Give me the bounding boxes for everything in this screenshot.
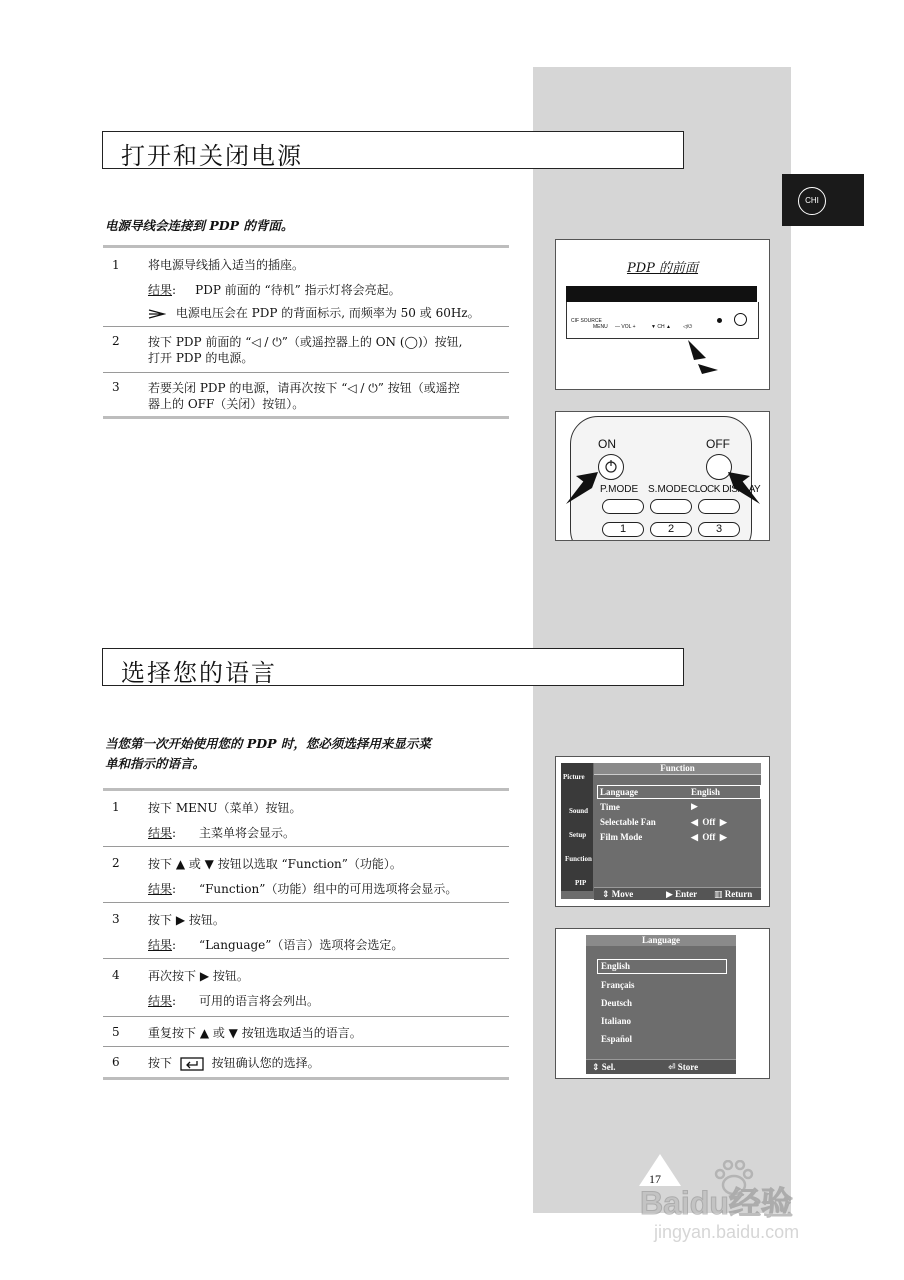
step-result: 结果: 可用的语言将会列出。 <box>148 994 319 1008</box>
osd-row-value: ◀ Off ▶ <box>691 817 727 827</box>
step-number: 2 <box>112 334 120 348</box>
source-label: CIF SOURCE <box>571 318 602 324</box>
divider <box>103 902 509 903</box>
language-option: Deutsch <box>601 998 632 1008</box>
step-text: 按下 ▶ 按钮。 <box>148 913 225 927</box>
osd-row-value: ▶ <box>691 802 698 812</box>
osd-sidebar-item: Sound <box>569 807 589 815</box>
osd-title: Language <box>586 935 736 946</box>
watermark <box>640 1160 850 1250</box>
step-number: 2 <box>112 856 120 870</box>
pdp-control-strip <box>566 302 759 339</box>
function-menu-illustration <box>555 756 770 907</box>
osd-footer: ⇕ Sel. ⏎ Store <box>586 1059 736 1074</box>
select-icon: ⇕ <box>592 1063 600 1073</box>
smode-label: S.MODE <box>648 484 688 495</box>
pdp-front-illustration <box>555 239 770 390</box>
osd-row-label: Time <box>600 802 620 812</box>
enter-arrow-icon: ▶ <box>666 890 673 900</box>
section-title-box <box>102 131 684 169</box>
pdp-screen-bezel <box>566 286 757 302</box>
language-option: Français <box>601 980 635 990</box>
power-button <box>734 313 747 326</box>
step-result: 结果: “Language”（语言）选项将会选定。 <box>148 938 404 952</box>
num-button: 1 <box>602 522 644 537</box>
step-number: 4 <box>112 968 120 982</box>
move-icon: ⇕ <box>602 890 610 900</box>
standby-led <box>717 318 722 323</box>
divider <box>103 326 509 327</box>
divider <box>103 1077 509 1080</box>
note-text: 电源电压会在 PDP 的背面标示, 而频率为 50 或 60Hz。 <box>175 306 480 320</box>
result-label: 结果 <box>148 283 173 297</box>
pmode-label: P.MODE <box>600 484 639 495</box>
step-number: 3 <box>112 912 120 926</box>
step-text: 将电源导线插入适当的插座。 <box>148 258 305 272</box>
osd-footer: ⇕ Move ▶ Enter ▥ Return <box>594 887 761 900</box>
section-title: 选择您的语言 <box>121 659 277 687</box>
divider <box>103 372 509 373</box>
osd-row-value: English <box>691 787 721 797</box>
menu-label: MENU <box>593 324 608 330</box>
osd-screen <box>586 935 736 1073</box>
step-text: 重复按下 ▲ 或 ▼ 按钮选取适当的语言。 <box>148 1026 362 1040</box>
vol-label: — VOL + <box>615 324 636 330</box>
step-number: 5 <box>112 1025 120 1039</box>
return-icon: ▥ <box>714 890 723 900</box>
illustration-caption: PDP 的前面 <box>626 261 699 276</box>
step-result: 结果: “Function”（功能）组中的可用选项将会显示。 <box>148 882 458 896</box>
clock-display-label: CLOCK DISPLAY <box>688 484 761 495</box>
pointer-arrow-icon <box>684 336 724 376</box>
num-button: 3 <box>698 522 740 537</box>
section-intro: 当您第一次开始使用您的 PDP 时，您必须选择用来显示菜 单和指示的语言。 <box>105 736 431 771</box>
osd-title: Function <box>594 763 761 775</box>
divider <box>103 788 509 791</box>
osd-sidebar-item: Picture <box>563 773 585 781</box>
osd-row-value: ◀ Off ▶ <box>691 832 727 842</box>
section-intro: 电源导线会连接到 PDP 的背面。 <box>105 218 294 233</box>
num-button: 2 <box>650 522 692 537</box>
page-number: 17 <box>649 1172 661 1186</box>
remote-illustration <box>555 411 770 541</box>
step-number: 1 <box>112 258 120 272</box>
step-result: 结果: PDP 前面的 “待机” 指示灯将会亮起。 <box>148 283 401 297</box>
language-tab <box>782 174 864 226</box>
divider <box>103 1016 509 1017</box>
pmode-button <box>602 499 644 514</box>
off-label: OFF <box>706 437 730 451</box>
power-icon <box>599 455 623 479</box>
enter-icon <box>180 1057 204 1071</box>
language-option: English <box>601 961 631 971</box>
on-label: ON <box>598 437 616 451</box>
step-text: 若要关闭 PDP 的电源，请再次按下 “◁ / ⏻” 按钮（或遥控 器上的 OFF（关闭）按钮）。 <box>148 381 460 411</box>
language-tab-label: CHI <box>798 187 826 215</box>
ch-label: ▼ CH ▲ <box>651 324 671 330</box>
osd-sidebar-item: PIP <box>575 879 587 887</box>
watermark-url: jingyan.baidu.com <box>654 1222 800 1242</box>
osd-row-label: Language <box>600 787 639 797</box>
step-text: 按下 按钮确认您的选择。 <box>148 1056 320 1070</box>
divider <box>103 846 509 847</box>
step-text: 再次按下 ▶ 按钮。 <box>148 969 249 983</box>
osd-sidebar <box>561 763 593 891</box>
step-result: 结果: 主菜单将会显示。 <box>148 826 295 840</box>
divider <box>103 245 509 248</box>
arrow-note-icon <box>148 308 166 320</box>
section-title-box <box>102 648 684 686</box>
result-text: PDP 前面的 “待机” 指示灯将会亮起。 <box>195 283 401 297</box>
step-number: 6 <box>112 1055 120 1069</box>
smode-button <box>650 499 692 514</box>
section-title: 打开和关闭电源 <box>121 142 303 170</box>
divider <box>103 958 509 959</box>
osd-row-label: Film Mode <box>600 832 643 842</box>
step-text: 按下 ▲ 或 ▼ 按钮以选取 “Function”（功能）。 <box>148 857 402 871</box>
step-note <box>148 305 508 321</box>
step-text: 按下 PDP 前面的 “◁ / ⏻”（或遥控器上的 ON (◯)）按钮, 打开 PDP 的电源。 <box>148 335 463 365</box>
step-text: 按下 MENU（菜单）按钮。 <box>148 801 302 815</box>
osd-sidebar-item: Function <box>565 855 592 863</box>
language-option: Italiano <box>601 1016 632 1026</box>
divider <box>103 1046 509 1047</box>
store-icon: ⏎ <box>668 1063 676 1073</box>
step-number: 3 <box>112 380 120 394</box>
language-option: Español <box>601 1034 633 1044</box>
clock-display-button <box>698 499 740 514</box>
osd-sidebar-item: Setup <box>569 831 587 839</box>
divider <box>103 416 509 419</box>
osd-row-label: Selectable Fan <box>600 817 656 827</box>
power-label: ◁/⏻ <box>683 324 693 330</box>
osd-screen <box>561 763 761 899</box>
language-menu-illustration <box>555 928 770 1079</box>
watermark-brand: Baidu经验 <box>640 1185 793 1221</box>
step-number: 1 <box>112 800 120 814</box>
pointer-arrow-icon <box>562 468 602 508</box>
